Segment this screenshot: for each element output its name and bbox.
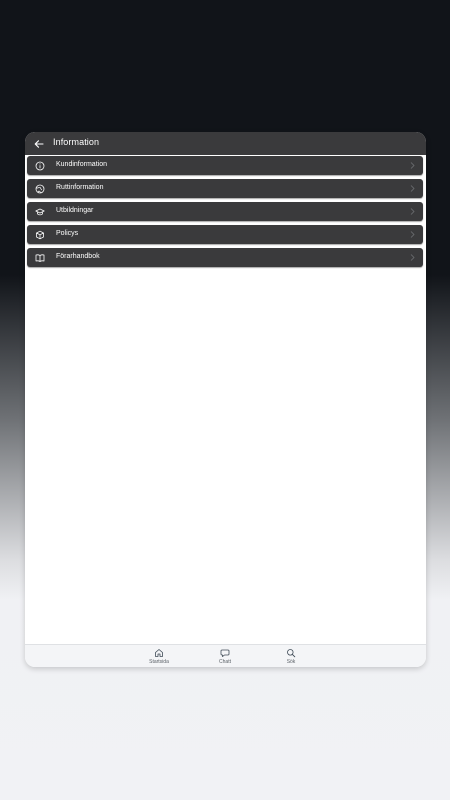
item-label: Kundinformation bbox=[56, 161, 107, 168]
page-title: Information bbox=[53, 137, 100, 147]
nav-item-startsida[interactable] bbox=[139, 648, 179, 667]
list-item-policys[interactable] bbox=[27, 225, 423, 244]
graduation-cap-icon bbox=[34, 206, 45, 217]
chevron-right-icon bbox=[408, 230, 416, 239]
item-label: Ruttinformation bbox=[56, 184, 104, 191]
search-icon bbox=[286, 648, 296, 658]
list-item-kundinformation[interactable] bbox=[27, 156, 423, 175]
header-bar bbox=[25, 132, 426, 155]
book-icon bbox=[34, 252, 45, 263]
chevron-right-icon bbox=[408, 207, 416, 216]
arrow-left-icon bbox=[34, 139, 44, 149]
nav-label: Startsida bbox=[149, 659, 169, 665]
list-item-forarhandbok[interactable] bbox=[27, 248, 423, 267]
nav-item-chatt[interactable] bbox=[205, 648, 245, 667]
item-label: Policys bbox=[56, 230, 79, 237]
globe-icon bbox=[34, 183, 45, 194]
bottom-nav bbox=[25, 644, 426, 667]
back-button[interactable] bbox=[30, 135, 48, 153]
item-label: Förarhandbok bbox=[56, 253, 100, 260]
chat-icon bbox=[220, 648, 230, 658]
home-icon bbox=[154, 648, 164, 658]
chevron-right-icon bbox=[408, 184, 416, 193]
chevron-right-icon bbox=[408, 161, 416, 170]
nav-item-sok[interactable] bbox=[271, 648, 311, 667]
info-icon bbox=[34, 160, 45, 171]
list-item-utbildningar[interactable] bbox=[27, 202, 423, 221]
chevron-right-icon bbox=[408, 253, 416, 262]
nav-label: Sök bbox=[286, 659, 296, 665]
box-icon bbox=[34, 229, 45, 240]
list-item-ruttinformation[interactable] bbox=[27, 179, 423, 198]
information-panel bbox=[25, 132, 426, 667]
nav-label: Chatt bbox=[219, 659, 231, 665]
item-label: Utbildningar bbox=[56, 207, 94, 214]
